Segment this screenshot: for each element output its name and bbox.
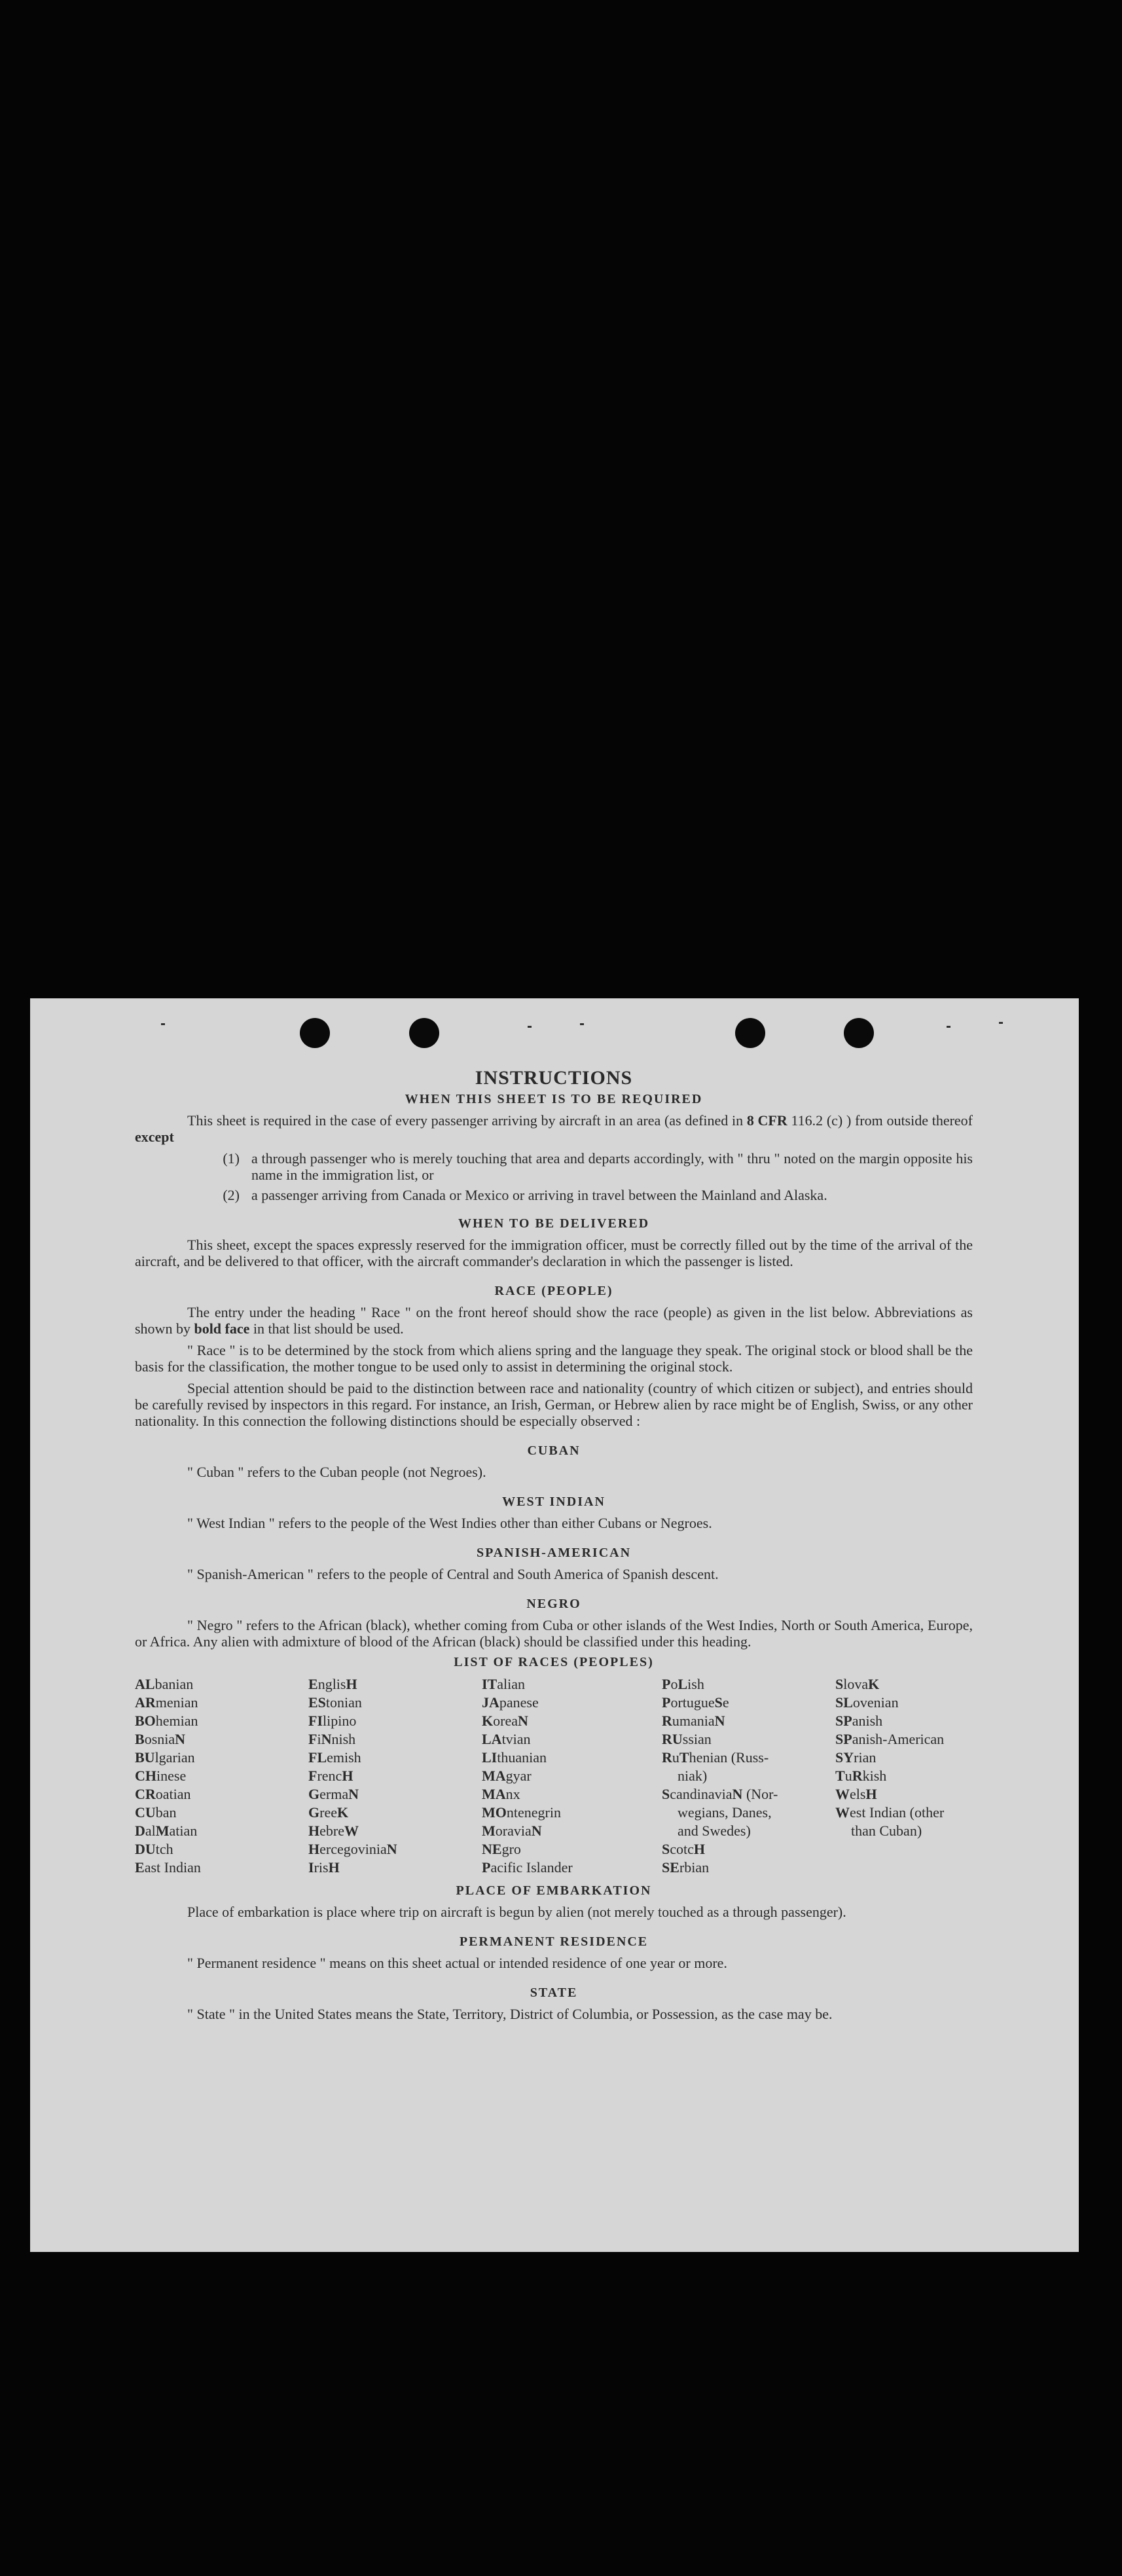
race-entry: ScotcH xyxy=(662,1841,706,1857)
race-entry: PortugueSe xyxy=(662,1694,729,1711)
race-column xyxy=(308,1675,482,1877)
speck xyxy=(161,1023,165,1025)
race-column xyxy=(662,1675,835,1877)
race-entry: SErbian xyxy=(662,1859,710,1876)
race-entry: than Cuban) xyxy=(851,1823,922,1839)
race-entry: niak) xyxy=(678,1768,708,1784)
race-column xyxy=(135,1675,308,1877)
spanish-american-paragraph: " Spanish-American " refers to the people of Central and South America of Spanish descent. xyxy=(187,1566,719,1582)
race-paragraph: The entry under the heading " Race " on the front hereof should show the race (people) as given in the list below. Abbreviations as shown by bold face in that list should be used. xyxy=(135,1304,973,1337)
race-entry: CHinese xyxy=(135,1768,187,1784)
race-entry: HercegoviniaN xyxy=(308,1841,397,1857)
speck xyxy=(528,1026,532,1028)
exception-item: (2) a passenger arriving from Canada or Mexico or arriving in travel between the Mainland and Alaska. xyxy=(223,1187,827,1203)
race-entry: MOntenegrin xyxy=(482,1804,561,1821)
race-entry: FrencH xyxy=(308,1768,353,1784)
requirement-paragraph: This sheet is required in the case of every passenger arriving by aircraft in an area (as defined in 8 CFR 116.2 (c) ) from outside thereof except xyxy=(135,1112,973,1145)
race-entry: EnglisH xyxy=(308,1676,357,1692)
race-entry: wegians, Danes, xyxy=(678,1804,772,1821)
race-entry: TuRkish xyxy=(835,1768,887,1784)
page-title: INSTRUCTIONS xyxy=(475,1067,633,1089)
race-entry: FIlipino xyxy=(308,1713,357,1729)
race-paragraph: Special attention should be paid to the distinction between race and nationality (country of which citizen or subject), and entries should be carefully revised by inspectors in this regard. For instance, an Irish, German, or Hebrew alien by race might be of English, Swiss, or any other nationality. In this connection the following distinctions should be especially observed : xyxy=(135,1380,973,1429)
race-entry: GreeK xyxy=(308,1804,349,1821)
race-entry: IrisH xyxy=(308,1859,340,1876)
race-entry: CUban xyxy=(135,1804,177,1821)
section-heading: PERMANENT RESIDENCE xyxy=(459,1934,649,1949)
embarkation-paragraph: Place of embarkation is place where trip on aircraft is begun by alien (not merely touched as a through passenger). xyxy=(187,1904,846,1920)
race-entry: GermaN xyxy=(308,1786,359,1802)
race-entry: ITalian xyxy=(482,1676,526,1692)
punch-hole xyxy=(300,1018,330,1048)
race-entry: MAgyar xyxy=(482,1768,532,1784)
race-paragraph: " Race " is to be determined by the stock from which aliens spring and the language they speak. The original stock or blood shall be the basis for the classification, the mother tongue to be used only to assist in determining the original stock. xyxy=(135,1342,973,1375)
instructions-content xyxy=(135,1067,973,2027)
race-entry: ALbanian xyxy=(135,1676,194,1692)
race-entry: SPanish xyxy=(835,1713,883,1729)
section-heading: NEGRO xyxy=(526,1597,581,1611)
section-heading: LIST OF RACES (PEOPLES) xyxy=(454,1655,654,1669)
race-entry: ScandinaviaN (Nor- xyxy=(662,1786,778,1802)
section-heading: SPANISH-AMERICAN xyxy=(476,1546,632,1560)
delivery-paragraph: This sheet, except the spaces expressly reserved for the immigration officer, must be correctly filled out by the time of the arrival of the aircraft, and be delivered to that officer, with the aircraft commander's declaration in which the passenger is listed. xyxy=(135,1237,973,1269)
speck xyxy=(947,1026,950,1028)
race-entry: SLovenian xyxy=(835,1694,899,1711)
punch-hole xyxy=(409,1018,439,1048)
race-entry: SlovaK xyxy=(835,1676,880,1692)
section-heading: RACE (PEOPLE) xyxy=(494,1284,613,1298)
section-heading: STATE xyxy=(530,1986,578,2000)
race-entry: MAnx xyxy=(482,1786,520,1802)
race-entry: West Indian (other xyxy=(835,1804,945,1821)
race-entry: NEgro xyxy=(482,1841,521,1857)
race-entry: FLemish xyxy=(308,1749,361,1766)
race-column xyxy=(482,1675,662,1877)
section-heading: PLACE OF EMBARKATION xyxy=(456,1883,652,1898)
race-entry: Pacific Islander xyxy=(482,1859,573,1876)
punch-hole xyxy=(735,1018,765,1048)
race-entry: LIthuanian xyxy=(482,1749,547,1766)
race-entry: BosniaN xyxy=(135,1731,186,1747)
race-entry: BUlgarian xyxy=(135,1749,195,1766)
race-entry: SPanish-American xyxy=(835,1731,945,1747)
race-entry: JApanese xyxy=(482,1694,539,1711)
state-paragraph: " State " in the United States means the State, Territory, District of Columbia, or Possession, as the case may be. xyxy=(187,2006,833,2022)
residence-paragraph: " Permanent residence " means on this sheet actual or intended residence of one year or more. xyxy=(187,1955,727,1971)
race-entry: FiNnish xyxy=(308,1731,356,1747)
speck xyxy=(580,1023,584,1025)
race-entry: EStonian xyxy=(308,1694,362,1711)
section-heading: WHEN TO BE DELIVERED xyxy=(458,1216,650,1231)
race-entry: KoreaN xyxy=(482,1713,528,1729)
race-entry: BOhemian xyxy=(135,1713,198,1729)
section-heading: CUBAN xyxy=(527,1443,581,1458)
exception-item: (1) a through passenger who is merely touching that area and departs accordingly, with " thru " noted on the margin opposite his name in the immigration list, or xyxy=(223,1150,973,1183)
race-entry: DalMatian xyxy=(135,1823,198,1839)
race-entry: and Swedes) xyxy=(678,1823,751,1839)
negro-paragraph: " Negro " refers to the African (black), whether coming from Cuba or other islands of the West Indies, North or South America, Europe, or Africa. Any alien with admixture of blood of the African (black) should be classified under this heading. xyxy=(135,1617,973,1650)
speck xyxy=(999,1022,1003,1024)
race-column xyxy=(835,1675,973,1877)
race-entry: RuThenian (Russ- xyxy=(662,1749,769,1766)
race-entry: SYrian xyxy=(835,1749,877,1766)
race-entry: WelsH xyxy=(835,1786,877,1802)
race-entry: ARmenian xyxy=(135,1694,198,1711)
race-entry: HebreW xyxy=(308,1823,359,1839)
race-entry: LAtvian xyxy=(482,1731,531,1747)
race-entry: East Indian xyxy=(135,1859,201,1876)
punch-hole xyxy=(844,1018,874,1048)
cuban-paragraph: " Cuban " refers to the Cuban people (not Negroes). xyxy=(187,1464,486,1480)
race-entry: RumaniaN xyxy=(662,1713,725,1729)
section-heading: WEST INDIAN xyxy=(502,1495,606,1509)
west-indian-paragraph: " West Indian " refers to the people of the West Indies other than either Cubans or Negroes. xyxy=(187,1515,712,1531)
race-entry: RUssian xyxy=(662,1731,712,1747)
race-list xyxy=(135,1675,973,1877)
race-entry: CRoatian xyxy=(135,1786,191,1802)
race-entry: DUtch xyxy=(135,1841,173,1857)
race-entry: PoLish xyxy=(662,1676,704,1692)
race-entry: MoraviaN xyxy=(482,1823,542,1839)
instruction-sheet xyxy=(30,998,1079,2252)
section-heading: WHEN THIS SHEET IS TO BE REQUIRED xyxy=(405,1092,703,1106)
